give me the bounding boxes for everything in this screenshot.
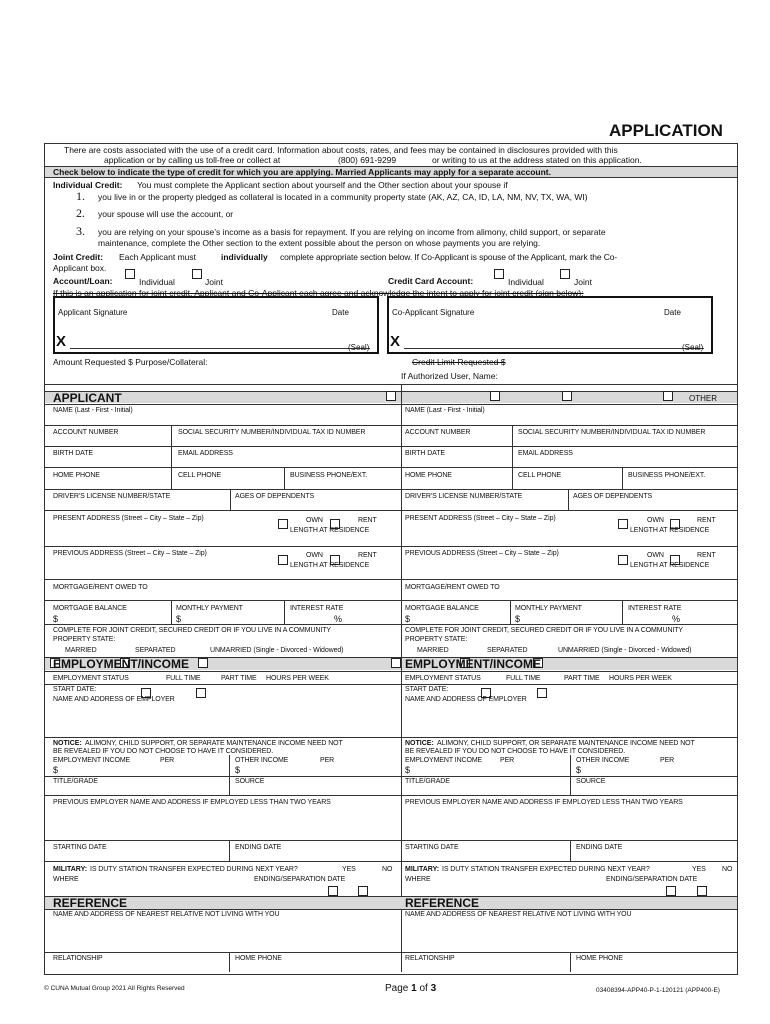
other-unmarried-label: UNMARRIED (Single - Divorced - Widowed) <box>558 647 692 654</box>
other-relative-label: NAME AND ADDRESS OF NEAREST RELATIVE NOT LIVING WITH YOU <box>405 911 632 918</box>
applicant-hours-label: HOURS PER WEEK <box>266 675 329 682</box>
applicant-notice-1: ALIMONY, CHILD SUPPORT, OR SEPARATE MAINTENANCE INCOME NEED NOT <box>85 740 343 747</box>
applicant-relationship-label: RELATIONSHIP <box>53 955 103 962</box>
joint-credit-label: Joint Credit: <box>53 252 104 262</box>
individual-credit-text: You must complete the Applicant section about yourself and the Other section about your spouse if <box>137 180 508 190</box>
applicant-header: APPLICANT <box>53 391 122 405</box>
other-other-income-dollar: $ <box>576 765 582 775</box>
other-present-own-label: OWN <box>647 517 664 524</box>
joint-credit-text-a: Each Applicant must <box>119 252 197 262</box>
other-military-no-checkbox[interactable] <box>697 886 707 896</box>
joint-credit-bold: individually <box>221 252 268 262</box>
other-military-text: IS DUTY STATION TRANSFER EXPECTED DURING NEXT YEAR? <box>442 866 650 873</box>
other-start-date-label: START DATE: <box>405 686 449 693</box>
applicant-separated-label: SEPARATED <box>135 647 176 654</box>
applicant-notice-2: BE REVEALED IF YOU DO NOT CHOOSE TO HAVE IT CONSIDERED. <box>53 748 274 755</box>
other-employment-status-label: EMPLOYMENT STATUS <box>405 675 481 682</box>
applicant-drivers-license-label: DRIVER'S LICENSE NUMBER/STATE <box>53 493 171 500</box>
other-checkbox-3[interactable] <box>562 391 572 401</box>
other-monthly-dollar: $ <box>515 614 521 624</box>
applicant-relative-label: NAME AND ADDRESS OF NEAREST RELATIVE NOT LIVING WITH YOU <box>53 911 280 918</box>
applicant-signature-label: Applicant Signature <box>58 308 128 317</box>
reference-header-bg <box>45 897 737 909</box>
applicant-military-text: IS DUTY STATION TRANSFER EXPECTED DURING NEXT YEAR? <box>90 866 298 873</box>
other-present-rent-label: RENT <box>697 517 716 524</box>
other-notice-2: BE REVEALED IF YOU DO NOT CHOOSE TO HAVE IT CONSIDERED. <box>405 748 626 755</box>
account-loan-joint-checkbox[interactable] <box>192 269 202 279</box>
other-present-address-label: PRESENT ADDRESS (Street – City – State – Zip) <box>405 515 556 522</box>
applicant-title-grade-label: TITLE/GRADE <box>53 778 98 785</box>
intro-line-1: There are costs associated with the use of a credit card. Information about costs, rates, and fees may be contained in disclosures provided with this <box>64 145 618 155</box>
other-ages-dependents-label: AGES OF DEPENDENTS <box>573 493 653 500</box>
applicant-employer-label: NAME AND ADDRESS OF EMPLOYER <box>53 696 175 703</box>
list-item-3: you are relying on your spouse’s income as a basis for repayment. If you are relying on income from alimony, child support, or separate <box>98 227 606 237</box>
applicant-account-number-label: ACCOUNT NUMBER <box>53 429 119 436</box>
other-ending-date-label: ENDING DATE <box>576 844 623 851</box>
list-item-1: you live in or the property pledged as collateral is located in a community property state (AK, AZ, CA, ID, LA, NM, NV, TX, WA, WI) <box>98 192 588 202</box>
credit-limit-label: Credit Limit Requested $ <box>412 357 506 367</box>
account-loan-joint-label: Joint <box>205 277 223 287</box>
other-where-label: WHERE <box>405 876 431 883</box>
other-hours-label: HOURS PER WEEK <box>609 675 672 682</box>
other-joint-note-2: PROPERTY STATE: <box>405 636 468 643</box>
other-reference-header: REFERENCE <box>405 896 480 910</box>
other-part-time-label: PART TIME <box>564 675 600 682</box>
account-loan-individual-label: Individual <box>139 277 175 287</box>
other-interest-rate-label: INTEREST RATE <box>628 605 682 612</box>
other-other-income-label: OTHER INCOME <box>576 757 630 764</box>
intro-phone: (800) 691-9299 <box>338 155 397 165</box>
other-previous-own-label: OWN <box>647 552 664 559</box>
other-income-per-label: PER <box>500 757 515 764</box>
other-mortgage-dollar: $ <box>405 614 411 624</box>
applicant-income-per-label: PER <box>160 757 175 764</box>
other-account-number-label: ACCOUNT NUMBER <box>405 429 471 436</box>
applicant-interest-rate-label: INTEREST RATE <box>290 605 344 612</box>
applicant-married-label: MARRIED <box>65 647 97 654</box>
other-ssn-label: SOCIAL SECURITY NUMBER/INDIVIDUAL TAX ID NUMBER <box>518 429 706 436</box>
other-income-dollar: $ <box>405 765 411 775</box>
list-item-3-cont: maintenance, complete the Other section to the extent possible about the person on whose payments you are relying. <box>98 238 541 248</box>
other-previous-rent-label: RENT <box>697 552 716 559</box>
applicant-start-date-label: START DATE: <box>53 686 97 693</box>
applicant-cell-phone-label: CELL PHONE <box>178 472 222 479</box>
footer-form-code: 03408394-APP40-P-1-120121 (APP400-E) <box>596 987 720 994</box>
credit-card-individual-label: Individual <box>508 277 544 287</box>
applicant-other-income-label: OTHER INCOME <box>235 757 289 764</box>
applicant-joint-note-2: PROPERTY STATE: <box>53 636 116 643</box>
applicant-where-label: WHERE <box>53 876 79 883</box>
joint-credit-text-b: complete appropriate section below. If Co-Applicant is spouse of the Applicant, mark the Co- <box>280 252 618 262</box>
account-loan-label: Account/Loan: <box>53 276 113 286</box>
applicant-income-dollar: $ <box>53 765 59 775</box>
other-home-phone-label: HOME PHONE <box>405 472 452 479</box>
applicant-reference-phone-label: HOME PHONE <box>235 955 282 962</box>
other-monthly-payment-label: MONTHLY PAYMENT <box>515 605 582 612</box>
other-separated-label: SEPARATED <box>487 647 528 654</box>
applicant-name-label: NAME (Last - First - Initial) <box>53 407 133 414</box>
applicant-ending-separation-label: ENDING/SEPARATION DATE <box>254 876 346 883</box>
applicant-employment-status-label: EMPLOYMENT STATUS <box>53 675 129 682</box>
applicant-email-label: EMAIL ADDRESS <box>178 450 233 457</box>
other-present-length-label: LENGTH AT RESIDENCE <box>630 527 710 534</box>
other-military-no-label: NO <box>722 866 733 873</box>
applicant-previous-employer-label: PREVIOUS EMPLOYER NAME AND ADDRESS IF EMPLOYED LESS THAN TWO YEARS <box>53 799 331 806</box>
applicant-present-address-label: PRESENT ADDRESS (Street – City – State – Zip) <box>53 515 204 522</box>
applicant-present-own-label: OWN <box>306 517 323 524</box>
applicant-other-income-dollar: $ <box>235 765 241 775</box>
other-other-income-per-label: PER <box>660 757 675 764</box>
other-full-time-label: FULL TIME <box>506 675 541 682</box>
other-name-label: NAME (Last - First - Initial) <box>405 407 485 414</box>
other-married-label: MARRIED <box>417 647 449 654</box>
applicant-reference-header: REFERENCE <box>53 896 128 910</box>
applicant-unmarried-label: UNMARRIED (Single - Divorced - Widowed) <box>210 647 344 654</box>
other-mortgage-balance-label: MORTGAGE BALANCE <box>405 605 479 612</box>
applicant-part-time-label: PART TIME <box>221 675 257 682</box>
applicant-military-no-checkbox[interactable] <box>358 886 368 896</box>
applicant-unmarried-checkbox[interactable] <box>198 658 208 668</box>
other-notice-bold: NOTICE: <box>405 740 434 747</box>
applicant-signature-date-label: Date <box>332 308 349 317</box>
check-banner: Check below to indicate the type of credit for which you are applying. Married Applicants may apply for a separate account. <box>53 167 551 177</box>
other-checkbox-4[interactable] <box>663 391 673 401</box>
applicant-previous-rent-label: RENT <box>358 552 377 559</box>
other-birth-date-label: BIRTH DATE <box>405 450 445 457</box>
other-starting-date-label: STARTING DATE <box>405 844 459 851</box>
co-applicant-signature-x: X <box>390 333 401 350</box>
page-title: APPLICATION <box>609 121 723 140</box>
applicant-signature-box[interactable] <box>53 296 379 354</box>
joint-credit-line2: Applicant box. <box>53 263 107 273</box>
authorized-user-label: If Authorized User, Name: <box>401 371 498 381</box>
other-business-phone-label: BUSINESS PHONE/EXT. <box>628 472 706 479</box>
form-frame <box>44 143 738 975</box>
other-checkbox-2[interactable] <box>490 391 500 401</box>
other-previous-own-checkbox[interactable] <box>618 555 628 565</box>
list-num-3: 3. <box>76 224 85 238</box>
applicant-signature-x: X <box>56 333 67 350</box>
other-notice-1: ALIMONY, CHILD SUPPORT, OR SEPARATE MAINTENANCE INCOME NEED NOT <box>437 740 695 747</box>
applicant-mortgage-dollar: $ <box>53 614 59 624</box>
other-relationship-label: RELATIONSHIP <box>405 955 455 962</box>
credit-card-individual-checkbox[interactable] <box>494 269 504 279</box>
applicant-previous-address-label: PREVIOUS ADDRESS (Street – City – State – Zip) <box>53 550 207 557</box>
applicant-full-time-label: FULL TIME <box>166 675 201 682</box>
footer-page-num: 1 <box>411 983 417 994</box>
credit-card-joint-checkbox[interactable] <box>560 269 570 279</box>
account-loan-individual-checkbox[interactable] <box>125 269 135 279</box>
intro-line-2a: application or by calling us toll-free or collect at <box>104 155 281 165</box>
applicant-military-yes-label: YES <box>342 866 356 873</box>
applicant-home-phone-label: HOME PHONE <box>53 472 100 479</box>
applicant-other-income-per-label: PER <box>320 757 335 764</box>
applicant-business-phone-label: BUSINESS PHONE/EXT. <box>290 472 368 479</box>
applicant-mortgage-balance-label: MORTGAGE BALANCE <box>53 605 127 612</box>
applicant-ssn-label: SOCIAL SECURITY NUMBER/INDIVIDUAL TAX ID NUMBER <box>178 429 366 436</box>
other-employer-label: NAME AND ADDRESS OF EMPLOYER <box>405 696 527 703</box>
applicant-previous-own-label: OWN <box>306 552 323 559</box>
applicant-military-bold: MILITARY: <box>53 866 88 873</box>
list-item-2: your spouse will use the account, or <box>98 209 234 219</box>
other-cell-phone-label: CELL PHONE <box>518 472 562 479</box>
applicant-previous-length-label: LENGTH AT RESIDENCE <box>290 562 370 569</box>
individual-credit-label: Individual Credit: <box>53 180 123 190</box>
footer-page-of: of <box>419 983 428 994</box>
applicant-seal: (Seal) <box>348 343 370 352</box>
other-married-checkbox[interactable] <box>391 658 401 668</box>
other-military-yes-label: YES <box>692 866 706 873</box>
other-employment-header: EMPLOYMENT/INCOME <box>405 657 542 671</box>
footer-page-prefix: Page <box>385 983 409 994</box>
applicant-military-yes-checkbox[interactable] <box>328 886 338 896</box>
other-email-label: EMAIL ADDRESS <box>518 450 573 457</box>
applicant-previous-own-checkbox[interactable] <box>278 555 288 565</box>
other-part-time-checkbox[interactable] <box>537 688 547 698</box>
other-header: OTHER <box>689 394 717 403</box>
footer-page <box>385 983 436 994</box>
other-reference-phone-label: HOME PHONE <box>576 955 623 962</box>
footer-copyright: © CUNA Mutual Group 2021 All Rights Reserved <box>44 985 185 992</box>
other-military-bold: MILITARY: <box>405 866 440 873</box>
applicant-birth-date-label: BIRTH DATE <box>53 450 93 457</box>
other-interest-percent: % <box>672 614 681 624</box>
applicant-present-own-checkbox[interactable] <box>278 519 288 529</box>
other-employment-income-label: EMPLOYMENT INCOME <box>405 757 483 764</box>
other-previous-employer-label: PREVIOUS EMPLOYER NAME AND ADDRESS IF EMPLOYED LESS THAN TWO YEARS <box>405 799 683 806</box>
applicant-present-length-label: LENGTH AT RESIDENCE <box>290 527 370 534</box>
other-title-grade-label: TITLE/GRADE <box>405 778 450 785</box>
credit-card-joint-label: Joint <box>574 277 592 287</box>
co-applicant-signature-date-label: Date <box>664 308 681 317</box>
applicant-monthly-dollar: $ <box>176 614 182 624</box>
co-applicant-signature-box[interactable] <box>387 296 713 354</box>
amount-requested-label: Amount Requested $ Purpose/Collateral: <box>53 357 208 367</box>
co-applicant-seal: (Seal) <box>682 343 704 352</box>
applicant-mortgage-owed-label: MORTGAGE/RENT OWED TO <box>53 584 148 591</box>
applicant-present-rent-label: RENT <box>358 517 377 524</box>
applicant-military-no-label: NO <box>382 866 393 873</box>
applicant-employment-income-label: EMPLOYMENT INCOME <box>53 757 131 764</box>
other-checkbox-1[interactable] <box>386 391 396 401</box>
credit-card-label: Credit Card Account: <box>388 276 474 286</box>
applicant-monthly-payment-label: MONTHLY PAYMENT <box>176 605 243 612</box>
applicant-employment-header: EMPLOYMENT/INCOME <box>53 657 190 671</box>
other-drivers-license-label: DRIVER'S LICENSE NUMBER/STATE <box>405 493 523 500</box>
intro-line-2b: or writing to us at the address stated on this application. <box>432 155 642 165</box>
other-present-own-checkbox[interactable] <box>618 519 628 529</box>
applicant-notice-bold: NOTICE: <box>53 740 82 747</box>
other-mortgage-owed-label: MORTGAGE/RENT OWED TO <box>405 584 500 591</box>
list-num-2: 2. <box>76 206 85 220</box>
other-previous-address-label: PREVIOUS ADDRESS (Street – City – State – Zip) <box>405 550 559 557</box>
other-previous-length-label: LENGTH AT RESIDENCE <box>630 562 710 569</box>
other-ending-separation-label: ENDING/SEPARATION DATE <box>606 876 698 883</box>
other-military-yes-checkbox[interactable] <box>666 886 676 896</box>
other-source-label: SOURCE <box>576 778 606 785</box>
applicant-starting-date-label: STARTING DATE <box>53 844 107 851</box>
applicant-part-time-checkbox[interactable] <box>196 688 206 698</box>
joint-intent-text: If this is an application for joint credit, Applicant and Co-Applicant each agree and acknowledge the intent to apply for joint credit (sign below): <box>53 288 584 298</box>
applicant-ages-dependents-label: AGES OF DEPENDENTS <box>235 493 315 500</box>
co-applicant-signature-label: Co-Applicant Signature <box>392 308 475 317</box>
applicant-joint-note-1: COMPLETE FOR JOINT CREDIT, SECURED CREDIT OR IF YOU LIVE IN A COMMUNITY <box>53 627 331 634</box>
applicant-source-label: SOURCE <box>235 778 265 785</box>
applicant-ending-date-label: ENDING DATE <box>235 844 282 851</box>
list-num-1: 1. <box>76 189 85 203</box>
footer-page-total: 3 <box>430 983 437 994</box>
other-joint-note-1: COMPLETE FOR JOINT CREDIT, SECURED CREDIT OR IF YOU LIVE IN A COMMUNITY <box>405 627 683 634</box>
applicant-interest-percent: % <box>334 614 343 624</box>
